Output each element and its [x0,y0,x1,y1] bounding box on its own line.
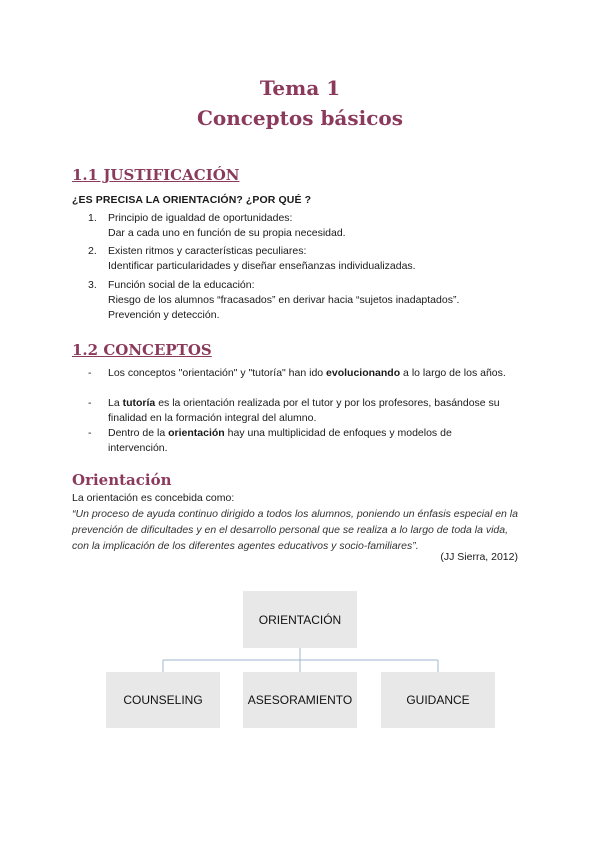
bullet-dash: - [88,397,92,409]
section-heading-justificacion: 1.1 JUSTIFICACIÓN [72,166,240,184]
list-item-line: Riesgo de los alumnos “fracasados” en derivar hacia “sujetos inadaptados”. [108,294,460,306]
diagram-child-box: COUNSELING [106,672,220,728]
bullet-dash: - [88,427,92,439]
list-item-line: Existen ritmos y características peculiares: [108,245,307,257]
list-number: 3. [88,279,97,291]
page-title-line1: Tema 1 [259,76,341,100]
orientacion-intro: La orientación es concebida como: [72,492,235,504]
list-number: 1. [88,212,97,224]
section-question: ¿ES PRECISA LA ORIENTACIÓN? ¿POR QUÉ ? [72,194,312,206]
bullet-text: Dentro de la orientación hay una multiplicidad de enfoques y modelos de intervención. [108,427,452,454]
diagram-root-box: ORIENTACIÓN [243,591,357,648]
orientacion-quote: “Un proceso de ayuda continuo dirigido a todos los alumnos, poniendo un énfasis especial en la prevención de dificultades y en el desarrollo personal que se realiza a lo largo de toda la vida, con la implicación de los diferentes agentes educativos y socio-familiares”. [72,508,518,552]
bullet-text: La tutoría es la orientación realizada por el tutor y por los profesores, basándose su finalidad en la formación integral del alumno. [108,397,500,424]
diagram-child-box: ASESORAMIENTO [243,672,357,728]
section-heading-conceptos: 1.2 CONCEPTOS [72,341,212,359]
list-item-line: Dar a cada uno en función de su propia necesidad. [108,227,346,239]
list-item-line: Prevención y detección. [108,309,220,321]
list-item-line: Principio de igualdad de oportunidades: [108,212,293,224]
section-heading-orientacion: Orientación [72,471,172,489]
diagram-child-box: GUIDANCE [381,672,495,728]
list-item-line: Función social de la educación: [108,279,255,291]
page-title-line2: Conceptos básicos [196,106,404,130]
bullet-text: Los conceptos "orientación" y "tutoría" han ido evolucionando a lo largo de los años. [108,367,506,379]
bullet-dash: - [88,367,92,379]
list-item-line: Identificar particularidades y diseñar enseñanzas individualizadas. [108,260,416,272]
quote-citation: (JJ Sierra, 2012) [440,551,518,563]
list-number: 2. [88,245,97,257]
